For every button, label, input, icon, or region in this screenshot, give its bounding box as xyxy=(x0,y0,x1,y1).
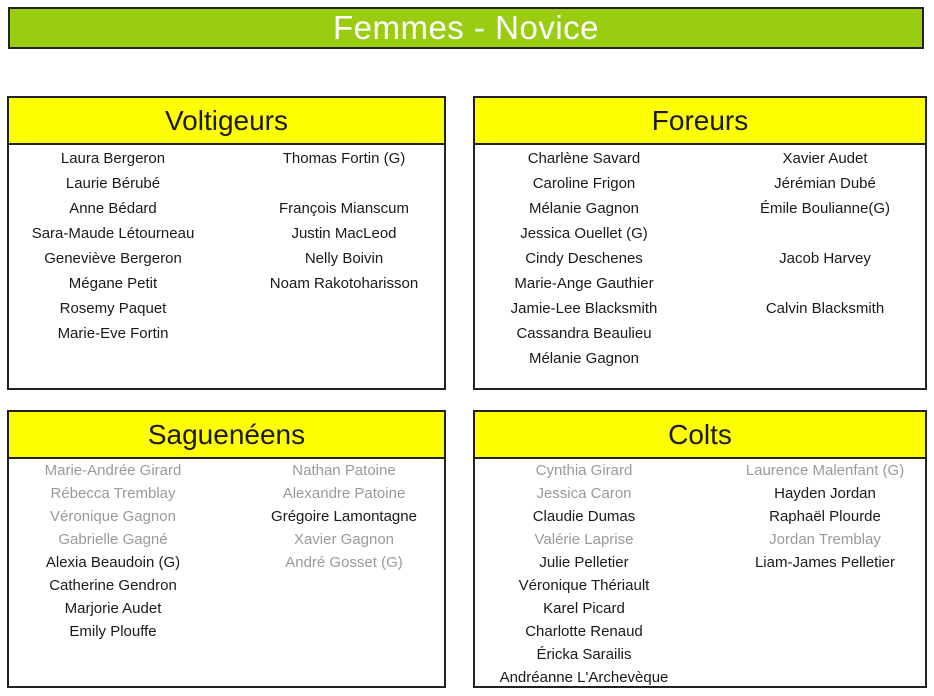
team-panel-foreurs xyxy=(473,96,927,390)
team-panel-voltigeurs xyxy=(7,96,446,390)
roster-column-right xyxy=(244,459,444,574)
player-name: Catherine Gendron xyxy=(49,577,177,594)
player-name: Gabrielle Gagné xyxy=(58,531,168,548)
player-name: Emily Plouffe xyxy=(69,623,157,640)
team-header: Foreurs xyxy=(475,98,925,145)
player-name: Nelly Boivin xyxy=(304,250,384,267)
roster-column-right xyxy=(244,146,444,296)
title-banner xyxy=(8,7,924,49)
roster-column-left xyxy=(9,146,217,346)
team-header: Colts xyxy=(475,412,925,459)
player-name: Mélanie Gagnon xyxy=(528,350,640,367)
player-name xyxy=(725,221,925,246)
player-name: Justin MacLeod xyxy=(291,225,397,242)
player-name: Jérémian Dubé xyxy=(774,175,876,192)
roster-column-right xyxy=(725,146,925,321)
player-name: Mégane Petit xyxy=(68,275,158,292)
player-name: Cynthia Girard xyxy=(535,462,633,479)
player-name: Claudie Dumas xyxy=(532,508,636,525)
player-name: Jessica Ouellet (G) xyxy=(520,225,648,242)
player-name: Karel Picard xyxy=(543,600,625,617)
player-name: Thomas Fortin (G) xyxy=(282,150,406,167)
team-header: Saguenéens xyxy=(9,412,444,459)
player-name: Xavier Gagnon xyxy=(293,531,395,548)
player-name: Jessica Caron xyxy=(536,485,632,502)
player-name: Julie Pelletier xyxy=(539,554,629,571)
player-name: Véronique Gagnon xyxy=(50,508,176,525)
player-name: Charlotte Renaud xyxy=(525,623,643,640)
team-panel-colts xyxy=(473,410,927,688)
player-name: Liam-James Pelletier xyxy=(754,554,896,571)
player-name: Calvin Blacksmith xyxy=(765,300,885,317)
player-name xyxy=(725,271,925,296)
player-name: Marie-Eve Fortin xyxy=(57,325,169,342)
page-title: Femmes - Novice xyxy=(332,9,600,46)
player-name: Cindy Deschenes xyxy=(525,250,643,267)
player-name: Sara-Maude Létourneau xyxy=(31,225,195,242)
player-name: Andréanne L'Archevèque xyxy=(499,669,669,686)
roster-column-left xyxy=(475,146,693,371)
player-name: Rébecca Tremblay xyxy=(50,485,176,502)
player-name: Geneviève Bergeron xyxy=(44,250,182,267)
player-name: Hayden Jordan xyxy=(774,485,876,502)
player-name: Jordan Tremblay xyxy=(769,531,881,548)
roster-column-right xyxy=(725,459,925,574)
player-name: Raphaël Plourde xyxy=(769,508,881,525)
team-header: Voltigeurs xyxy=(9,98,444,145)
player-name: Véronique Thériault xyxy=(518,577,650,594)
player-name: Émile Boulianne(G) xyxy=(759,200,891,217)
player-name: Éricka Sarailis xyxy=(536,646,632,663)
player-name: Alexia Beaudoin (G) xyxy=(45,554,181,571)
player-name: François Mianscum xyxy=(278,200,410,217)
player-name: Anne Bédard xyxy=(69,200,157,217)
player-name: Mélanie Gagnon xyxy=(528,200,640,217)
player-name: Marie-Andrée Girard xyxy=(44,462,182,479)
player-name: Grégoire Lamontagne xyxy=(271,508,417,525)
player-name: Marjorie Audet xyxy=(64,600,162,617)
player-name: André Gosset (G) xyxy=(285,554,403,571)
player-name: Xavier Audet xyxy=(782,150,868,167)
player-name: Marie-Ange Gauthier xyxy=(514,275,654,292)
player-name: Nathan Patoine xyxy=(292,462,396,479)
player-name: Noam Rakotoharisson xyxy=(269,275,419,292)
player-name: Laura Bergeron xyxy=(60,150,166,167)
player-name: Laurie Bérubé xyxy=(65,175,161,192)
roster-column-left xyxy=(9,459,217,643)
player-name: Laurence Malenfant (G) xyxy=(745,462,905,479)
player-name: Valérie Laprise xyxy=(534,531,634,548)
roster-column-left xyxy=(475,459,693,689)
player-name: Alexandre Patoine xyxy=(282,485,406,502)
player-name: Rosemy Paquet xyxy=(59,300,167,317)
player-name: Jacob Harvey xyxy=(779,250,871,267)
player-name: Jamie-Lee Blacksmith xyxy=(510,300,658,317)
team-panel-sagueneens xyxy=(7,410,446,688)
player-name: Cassandra Beaulieu xyxy=(516,325,652,342)
player-name: Caroline Frigon xyxy=(532,175,636,192)
player-name xyxy=(244,171,444,196)
player-name: Charlène Savard xyxy=(527,150,641,167)
